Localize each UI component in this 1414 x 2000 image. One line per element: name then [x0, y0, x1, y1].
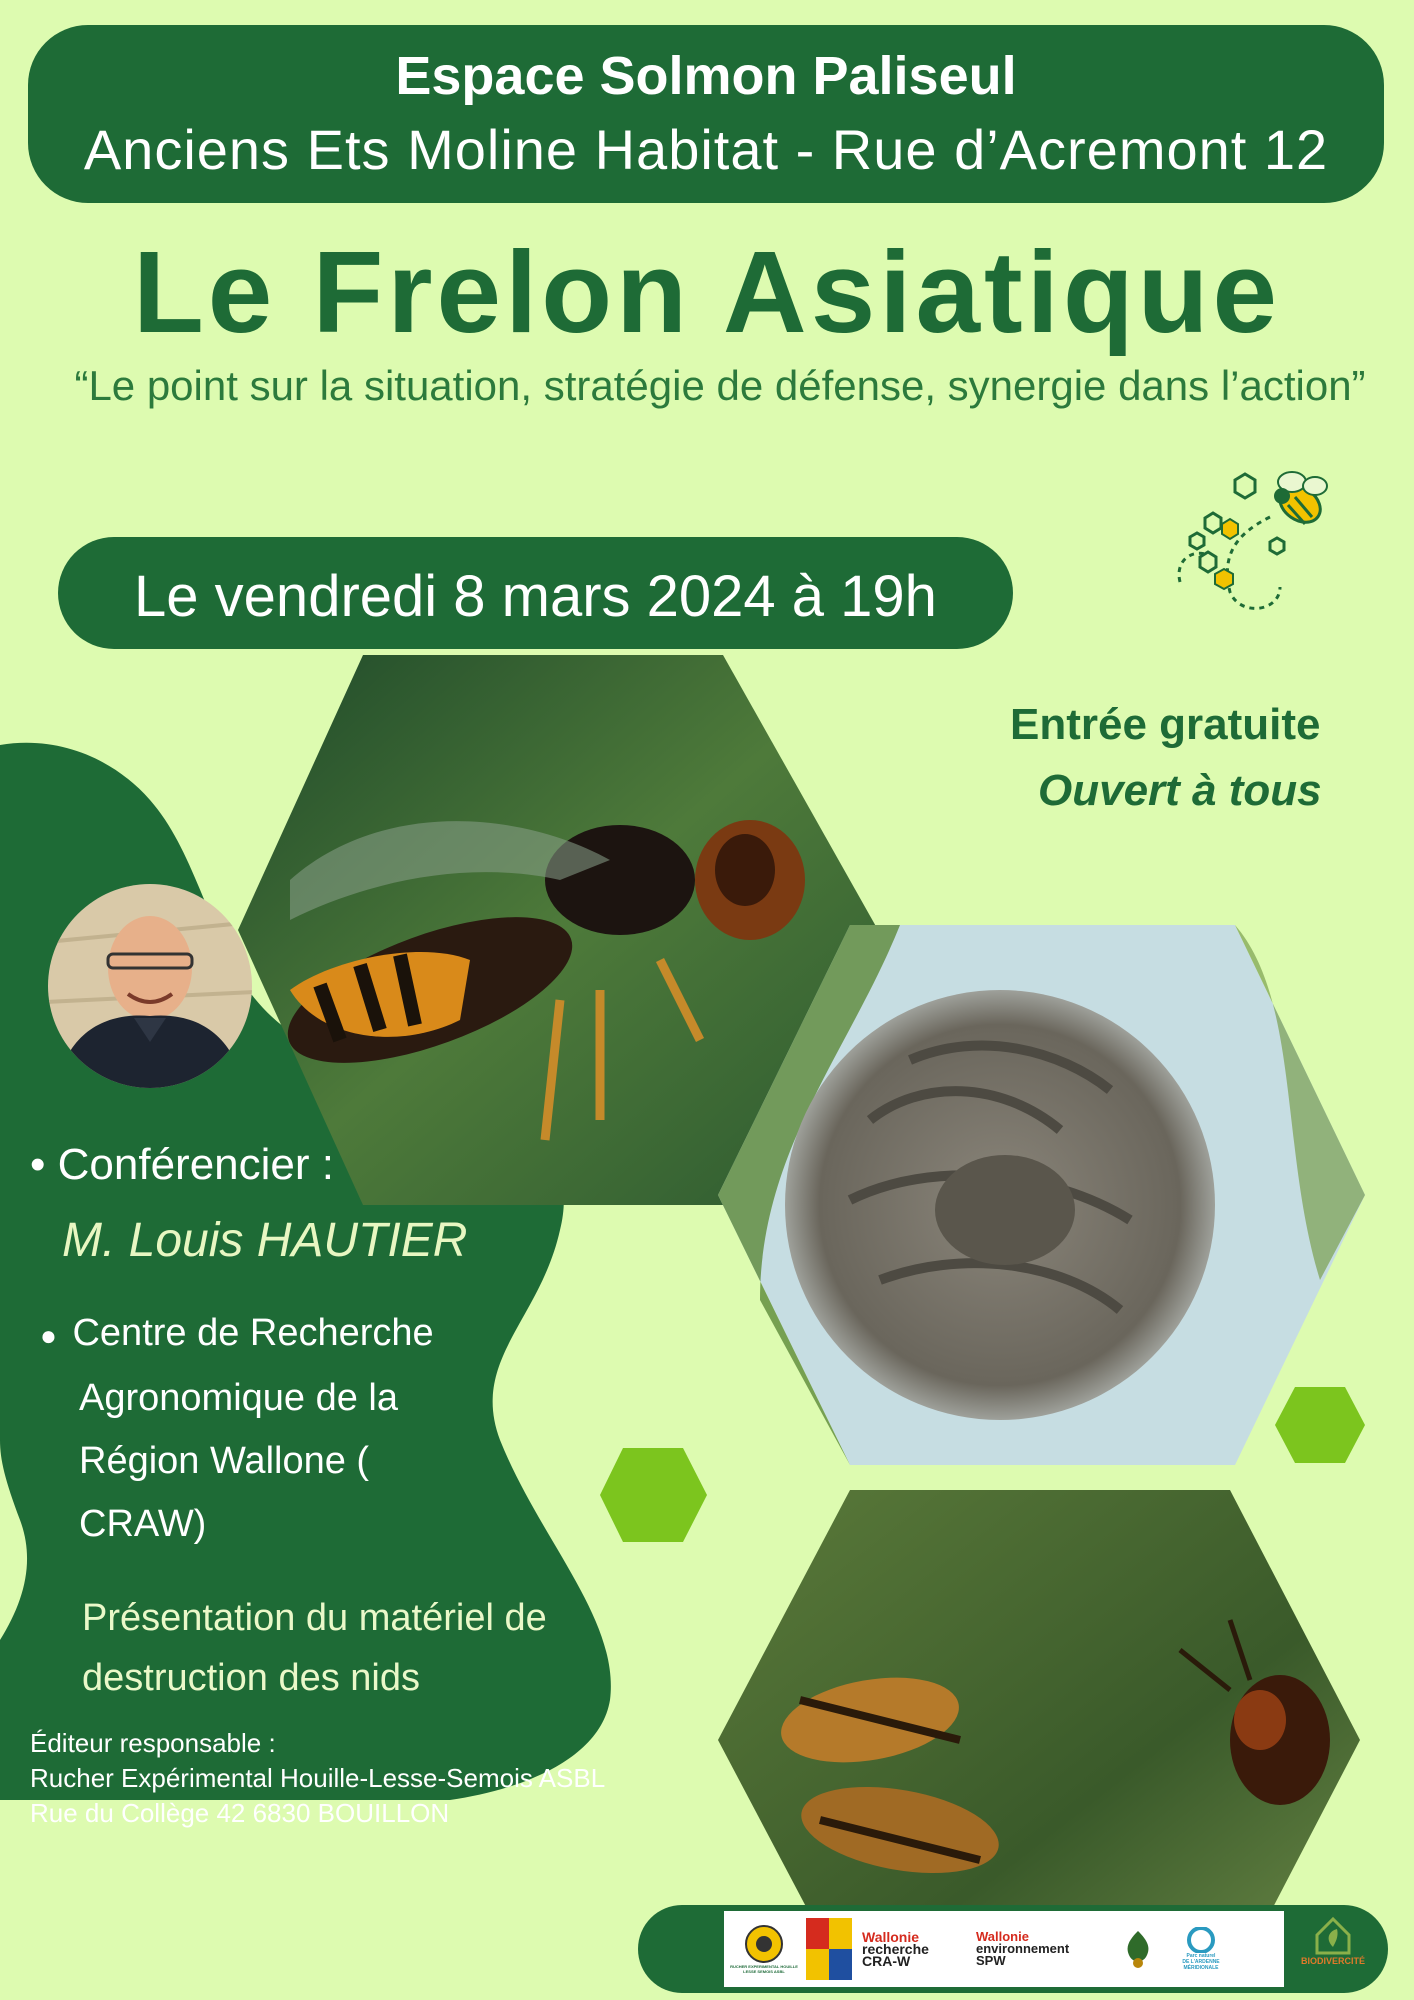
- event-date: Le vendredi 8 mars 2024 à 19h: [134, 564, 937, 629]
- speaker-photo: [46, 882, 254, 1090]
- province-crest-logo: [804, 1917, 854, 1981]
- logo-strip: [724, 1911, 1284, 1987]
- entry-open: Ouvert à tous: [1038, 766, 1322, 815]
- event-subtitle: “Le point sur la situation, stratégie de défense, synergie dans l’action”: [74, 362, 1366, 409]
- speaker-organization: ● Centre de Recherche Agronomique de la Région Wallone ( CRAW): [40, 1312, 434, 1545]
- wallonie-recherche-logo: Wallonie recherche CRA-W: [862, 1929, 929, 1969]
- publisher-info: Éditeur responsable : Rucher Expérimental Houille-Lesse-Semois ASBL Rue du Collège 42 6830 BOUILLON: [30, 1728, 606, 1828]
- oak-leaf-logo: [1108, 1917, 1168, 1981]
- nest-photo: [718, 925, 1365, 1465]
- accent-hexagon-right: [1275, 1387, 1365, 1463]
- biodivercite-logo: BIODIVERCITÉ: [1288, 1909, 1378, 1973]
- venue-name: Espace Solmon Paliseul: [395, 46, 1017, 106]
- wallonie-environnement-logo: Wallonie environnement SPW: [976, 1929, 1070, 1968]
- parc-naturel-logo: Parc naturel DE L'ARDENNE MÉRIDIONALE: [1176, 1917, 1226, 1981]
- accent-hexagon-left: [600, 1448, 707, 1542]
- venue-address: Anciens Ets Moline Habitat - Rue d’Acremont 12: [83, 118, 1329, 181]
- entry-free: Entrée gratuite: [1010, 700, 1321, 749]
- bullet-icon: ●: [40, 1320, 73, 1351]
- presentation-note: Présentation du matériel de destruction des nids: [82, 1597, 547, 1699]
- rucher-logo: RUCHER EXPERIMENTAL HOUILLE LESSE SEMOIS ASBL: [728, 1917, 800, 1981]
- event-title: Le Frelon Asiatique: [132, 227, 1282, 357]
- speaker-name: M. Louis HAUTIER: [62, 1214, 468, 1267]
- speaker-label: • Conférencier :: [30, 1140, 334, 1189]
- partner-logos-bar: [638, 1905, 1388, 1993]
- bullet-icon: •: [30, 1140, 58, 1189]
